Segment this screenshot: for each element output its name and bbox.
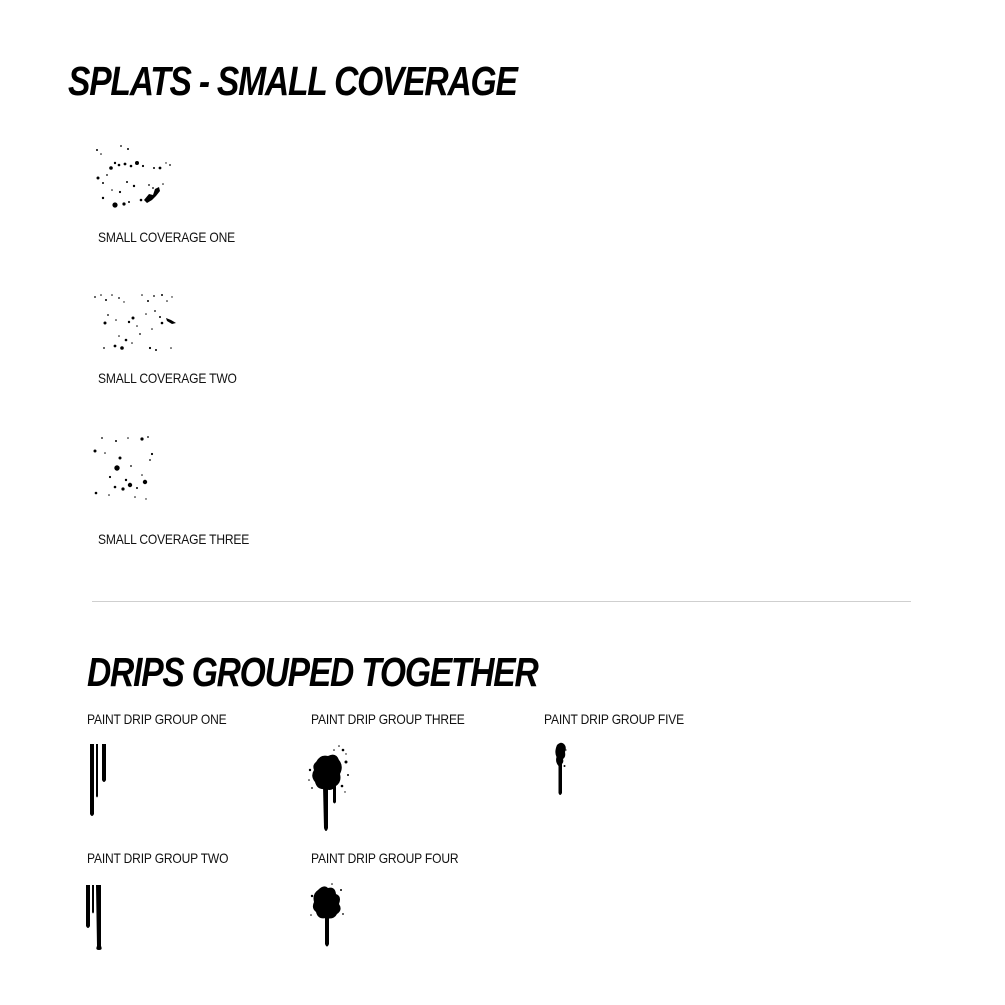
splat-small-one-icon <box>92 142 178 212</box>
drip-group-three-icon <box>306 742 352 834</box>
drip-group-two-icon <box>84 882 108 952</box>
drip-label-five: PAINT DRIP GROUP FIVE <box>544 711 685 727</box>
splats-section-title: SPLATS - SMALL COVERAGE <box>68 58 517 104</box>
drips-section-title: DRIPS GROUPED TOGETHER <box>87 649 538 695</box>
drip-group-one-icon <box>86 742 110 818</box>
section-divider <box>92 601 911 602</box>
drip-label-four: PAINT DRIP GROUP FOUR <box>311 850 459 866</box>
splat-small-three-icon <box>90 433 160 503</box>
splat-label-three: SMALL COVERAGE THREE <box>98 531 250 547</box>
drip-group-four-icon <box>308 882 346 952</box>
drip-label-one: PAINT DRIP GROUP ONE <box>87 711 227 727</box>
drip-label-three: PAINT DRIP GROUP THREE <box>311 711 465 727</box>
drip-label-two: PAINT DRIP GROUP TWO <box>87 850 229 866</box>
splat-label-two: SMALL COVERAGE TWO <box>98 370 237 386</box>
drip-group-five-icon <box>552 740 570 798</box>
splat-small-two-icon <box>92 290 182 356</box>
splat-label-one: SMALL COVERAGE ONE <box>98 229 235 245</box>
